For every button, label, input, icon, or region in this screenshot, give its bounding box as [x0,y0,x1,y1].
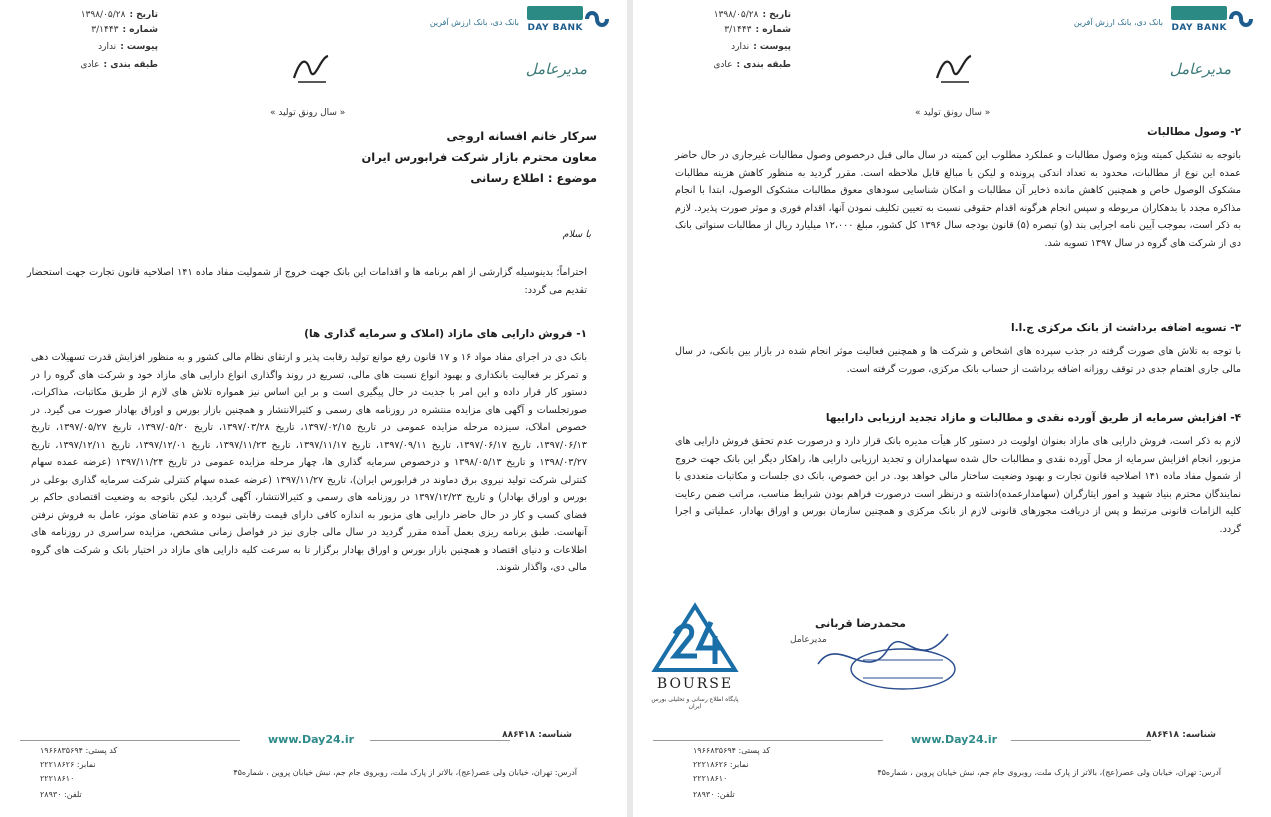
bank-name: DAY BANK [527,23,583,33]
bank-symbol-icon [1229,8,1253,30]
number-line: شماره :۳/۱۴۴۳ [91,25,158,35]
section-3-heading: ۳- تسویه اضافه برداشت از بانک مرکزی ج.ا.ا [1011,322,1241,334]
subject-line: موضوع : اطلاع رسانی [470,171,597,185]
fax-number: نمابر: ۲۲۲۱۸۶۲۶ [693,760,749,769]
bourse24-title: BOURSE [656,676,734,692]
recipient-block [37,126,597,189]
bourse24-watermark [645,598,745,716]
section-4-body: لازم به ذکر است، فروش دارایی های مازاد بعنوان اولویت در دستور کار هیأت مدیره بانک قرار دارد و درصورت عدم تحقق فروش دارایی های مزبور، انجام افزایش سرمایه از محل آورده نقدی و مطالبات حال شده سهامداران و تجدید ارزیابی دارایی ها، راهکار دیگر این بانک جهت خروج از شمول مفاد ماده ۱۴۱ اصلاحیه قانون تجارت و بهبود وضعیت ساختار مالی خواهد بود. در این خصوص، بانک دی جلسات و مکاتبات متعددی با نمایندگان محترم بنیاد شهید و امور ایثارگران (سهامدارعمده)داشته و درنظر است درصورت فراهم بودن شرایط مناسب، مراتب ضمن رعایت کلیه الزامات قانونی مرتبط و پس از دریافت مجوزهای قانونی لازم از بانک مرکزی و همچنین سازمان بورس و اوراق بهادار، عملیاتی و اجرا گردد. [675,436,1241,535]
intro-paragraph: احتراماً؛ بدینوسیله گزارشی از اهم برنامه ها و اقدامات این بانک جهت خروج از شمولیت مفاد ماده ۱۴۱ اصلاحیه قانون تجارت جهت استحضار تقدیم می گردد: [27,267,587,296]
recipient-title: معاون محترم بازار شرکت فرابورس ایران [361,150,597,164]
number-line: شماره :۳/۱۴۴۳ [724,25,791,35]
section-3-body: با توجه به تلاش های صورت گرفته در جذب سپرده های اشخاص و شرکت ها و همچنین فعالیت موثر انجام شده در بازار بین بانکی، در سال مالی جاری اهتمام جدی در توقف روزانه اضافه برداشت از حساب بانک مرکزی، صورت گرفته است. [675,346,1241,375]
classification-line: طبقه بندی :عادی [713,60,791,70]
recipient-name: سرکار خانم افسانه اروجی [446,129,597,143]
classification-line: طبقه بندی :عادی [80,60,158,70]
section-2-body: باتوجه به تشکیل کمیته ویژه وصول مطالبات و عملکرد مطلوب این کمیته در سال مالی قبل درخصوص وصول مطالبات غیرجاری در حال حاضر عمده این نوع از مطالبات، محدود به تعداد اندکی پرونده و لیکن با مبالغ قابل ملاحظه است. مقرر گردید به منظور کاهش هزینه مطالبات مشکوک الوصول خاص و همچنین کاهش مانده ذخایر آن مطالبات و امکان شناسایی سودهای معوق مطالبات مشکوک الوصول، ابتدا با انجام مذاکره مجدد با بدهکاران مربوطه و سپس انجام هرگونه اقدام حقوقی نسبت به تعیین تکلیف نمودن آنها، اقدام فوری و موثر صورت پذیرد. لازم به ذکر است، بموجب آیین نامه اجرایی بند (و) تبصره (۵) قانون بودجه سال ۱۳۹۶ کل کشور، مبلغ ۱۲،۰۰۰ میلیارد ریال از مطالبات سنواتی بانک دی از شرکت های گروه در سال ۱۳۹۷ تسویه شد. [675,150,1241,249]
website-url: www.Day24.ir [911,733,998,746]
phone-extra: ۲۲۲۱۸۶۱۰ [693,774,728,783]
department-title: مدیرعامل [1169,60,1231,78]
department-title: مدیرعامل [525,60,587,78]
fax-number: نمابر: ۲۲۲۱۸۶۲۶ [40,760,96,769]
footer-rule-left [20,740,240,741]
calligraphy-emblem-icon [929,48,979,88]
document-serial: شناسه: ۸۸۶۴۱۸ [502,730,572,740]
section-2-heading: ۲- وصول مطالبات [1147,126,1241,138]
greeting: با سلام [562,229,591,240]
bank-tagline: بانک دی، بانک ارزش آفرین [1073,18,1163,27]
date-line: تاریخ :۱۳۹۸/۰۵/۲۸ [80,10,158,20]
attachment-line: پیوست :ندارد [731,42,791,52]
postal-code: کد پستی: ۱۹۶۶۸۳۵۶۹۴ [693,746,771,755]
bank-tagline: بانک دی، بانک ارزش آفرین [429,18,519,27]
address-line: آدرس: تهران، خیابان ولی عصر(عج)، بالاتر از پارک ملت، روبروی جام جم، نبش خیابان پروین ، شماره۴۵ [877,768,1221,777]
footer-rule-left [653,740,883,741]
address-line: آدرس: تهران، خیابان ولی عصر(عج)، بالاتر از پارک ملت، روبروی جام جم، نبش خیابان پروین ، شماره۴۵ [233,768,577,777]
letter-page-1 [0,0,627,817]
signature-and-stamp [808,594,958,694]
document-serial: شناسه: ۸۸۶۴۱۸ [1146,730,1216,740]
section-4-heading: ۴- افزایش سرمایه از طریق آورده نقدی و مطالبات و مازاد تجدید ارزیابی داراییها [825,412,1241,424]
bank-name: DAY BANK [1171,23,1227,33]
postal-code: کد پستی: ۱۹۶۶۸۳۵۶۹۴ [40,746,118,755]
phone-number: تلفن: ۲۸۹۳۰ [693,790,735,799]
year-motto: « سال رونق تولید » [270,108,346,118]
calligraphy-emblem-icon [286,48,336,88]
bank-symbol-icon [585,8,609,30]
phone-number: تلفن: ۲۸۹۳۰ [40,790,82,799]
year-motto: « سال رونق تولید » [915,108,991,118]
bourse24-logo-icon [645,598,745,678]
phone-extra: ۲۲۲۱۸۶۱۰ [40,774,75,783]
bourse24-subtitle: پایگاه اطلاع رسانی و تحلیلی بورس ایران [651,696,739,710]
signatory-name: محمدرضا قربانی [815,617,906,630]
section-1-heading: ۱- فروش دارایی های مازاد (املاک و سرمایه گذاری ها) [304,328,587,340]
date-line: تاریخ :۱۳۹۸/۰۵/۲۸ [713,10,791,20]
section-1-body: بانک دی در اجرای مفاد مواد ۱۶ و ۱۷ قانون رفع موانع تولید رقابت پذیر و ارتقای نظام مالی کشور و به منظور افزایش قدرت تسهیلات دهی و تمرکز بر فعالیت بانکداری و بهبود انواع نسبت های مالی، تسریع در روند واگذاری انواع دارایی های مازاد خود و شرکت های گروه را در دستور کار قرار داده و این امر با جدیت در حال پیگیری است و بر این اساس نیز همواره تلاش های لازم از طریق مکاتبات، مذاکرات، صورتجلسات و آگهی های مزایده منتشره در روزنامه های رسمی و کثیرالانتشار و همچنین بازار بورس و اوراق بهادار صورت می گیرد. در خصوص املاک، سیزده مرحله مزایده عمومی در تاریخ ۱۳۹۷/۰۲/۱۵، تاریخ ۱۳۹۷/۰۳/۲۸، تاریخ ۱۳۹۷/۰۵/۲۰، تاریخ ۱۳۹۷/۰۵/۲۷، تاریخ ۱۳۹۷/۰۶/۱۳، تاریخ ۱۳۹۷/۰۶/۱۷، تاریخ ۱۳۹۷/۰۹/۱۱، تاریخ ۱۳۹۷/۱۱/۱۷، تاریخ ۱۳۹۷/۱۱/۲۳، تاریخ ۱۳۹۷/۱۲/۰۱، تاریخ ۱۳۹۷/۱۲/۱۱، تاریخ ۱۳۹۸/۰۳/۲۷ و تاریخ ۱۳۹۸/۰۵/۱۳ و درخصوص سرمایه گذاری ها، چهار مرحله مزایده عمومی در تاریخ ۱۳۹۷/۱۱/۲۴ (عرضه عمده سهام کنترلی شرکت تولید نیروی برق دماوند در فرابورس ایران)، تاریخ ۱۳۹۷/۱۱/۲۷ (عرضه عمده سهام کنترلی شرکت سرمایه گذاری بوعلی در بورس و اوراق بهادار) و تاریخ ۱۳۹۷/۱۲/۲۳ در روزنامه های رسمی و کثیرالانتشار، آگهی گردید. لیکن باتوجه به وضعیت اقتصادی حاکم بر فضای کسب و کار در حال حاضر دارایی های مزبور به اندازه کافی دارای قیمت رقابتی نبوده و عدم تقاضای موثر، عامل به فروش نرفتن آنهاست. طبق برنامه ریزی بعمل آمده مقرر گردید در سال مالی جاری نیز در فواصل زمانی مشخص، مزایده سراسری در روزنامه های اطلاعات و دنیای اقتصاد و همچنین بازار بورس و اوراق بهادار برگزار تا به سرعت کلیه دارایی های مازاد در اختیار بانک و شرکت های گروه مالی دی، واگذار شوند. [31,352,588,573]
website-url: www.Day24.ir [268,733,355,746]
footer-rule-right [1011,740,1151,741]
bank-logo [527,6,609,42]
footer-rule-right [370,740,510,741]
signatory-position: مدیرعامل [790,635,827,645]
attachment-line: پیوست :ندارد [98,42,158,52]
bank-logo [1171,6,1253,42]
